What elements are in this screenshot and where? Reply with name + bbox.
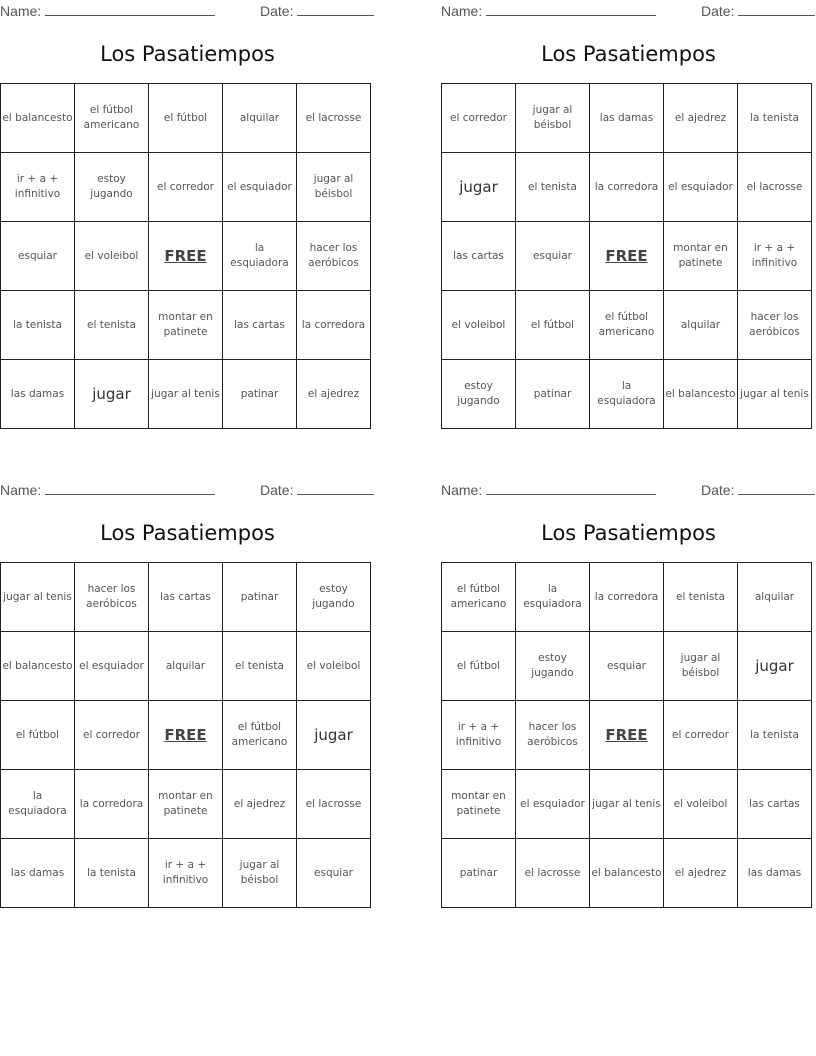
card-title: Los Pasatiempos [541, 521, 716, 545]
bingo-cell: alquilar [223, 84, 297, 153]
grid-row [1, 222, 371, 291]
bingo-cell: el lacrosse [738, 153, 812, 222]
bingo-cell: el tenista [223, 632, 297, 701]
date-field [260, 481, 374, 498]
bingo-cell: alquilar [664, 291, 738, 360]
bingo-cell: las damas [1, 839, 75, 908]
grid-row [442, 632, 812, 701]
date-field [701, 481, 815, 498]
bingo-grid [441, 562, 812, 908]
bingo-cell: el fútbol americano [75, 84, 149, 153]
bingo-cell: hacer los aeróbicos [516, 701, 590, 770]
grid-row [1, 839, 371, 908]
name-label: Name: [441, 3, 483, 19]
free-space-cell: FREE [149, 222, 223, 291]
name-blank [486, 2, 656, 16]
bingo-cell: la esquiadora [223, 222, 297, 291]
name-blank [45, 481, 215, 495]
bingo-cell: patinar [516, 360, 590, 429]
name-field [441, 2, 656, 19]
card-header [441, 2, 816, 20]
card-title: Los Pasatiempos [100, 521, 275, 545]
bingo-cell: ir + a + infinitivo [442, 701, 516, 770]
bingo-cell: las damas [590, 84, 664, 153]
bingo-cell: el balancesto [1, 84, 75, 153]
grid-row [1, 701, 371, 770]
bingo-cell: ir + a + infinitivo [1, 153, 75, 222]
bingo-cell: montar en patinete [149, 770, 223, 839]
bingo-cell: jugar [75, 360, 149, 429]
grid-row [1, 291, 371, 360]
bingo-cell: las damas [1, 360, 75, 429]
name-field [0, 2, 215, 19]
date-field [260, 2, 374, 19]
bingo-cell: la esquiadora [590, 360, 664, 429]
bingo-cell: el balancesto [664, 360, 738, 429]
bingo-cell: el corredor [75, 701, 149, 770]
card-title: Los Pasatiempos [541, 42, 716, 66]
bingo-cell: estoy jugando [75, 153, 149, 222]
bingo-cell: jugar al tenis [1, 563, 75, 632]
bingo-grid [0, 83, 371, 429]
bingo-cell: el tenista [516, 153, 590, 222]
bingo-cell: el fútbol [149, 84, 223, 153]
date-field [701, 2, 815, 19]
grid-row [442, 701, 812, 770]
bingo-cell: el corredor [442, 84, 516, 153]
bingo-cell: la tenista [75, 839, 149, 908]
bingo-cell: jugar al tenis [149, 360, 223, 429]
bingo-cell: ir + a + infinitivo [149, 839, 223, 908]
bingo-cell: la esquiadora [516, 563, 590, 632]
grid-row [442, 563, 812, 632]
bingo-cell: hacer los aeróbicos [738, 291, 812, 360]
bingo-card-1 [0, 0, 375, 434]
grid-row [442, 153, 812, 222]
bingo-grid [0, 562, 371, 908]
bingo-cell: la tenista [1, 291, 75, 360]
date-label: Date: [260, 482, 294, 498]
bingo-cell: montar en patinete [664, 222, 738, 291]
bingo-cell: patinar [223, 563, 297, 632]
date-label: Date: [701, 482, 735, 498]
bingo-cell: esquiar [590, 632, 664, 701]
name-field [441, 481, 656, 498]
date-label: Date: [701, 3, 735, 19]
bingo-cell: la corredora [590, 153, 664, 222]
bingo-cell: montar en patinete [442, 770, 516, 839]
grid-row [1, 632, 371, 701]
bingo-cell: las cartas [223, 291, 297, 360]
bingo-cell: hacer los aeróbicos [297, 222, 371, 291]
name-label: Name: [0, 482, 42, 498]
bingo-cell: el esquiador [223, 153, 297, 222]
bingo-card-2 [441, 0, 816, 434]
bingo-cell: el fútbol americano [590, 291, 664, 360]
bingo-cell: jugar [297, 701, 371, 770]
name-label: Name: [0, 3, 42, 19]
bingo-cell: el fútbol [1, 701, 75, 770]
bingo-cell: ir + a + infinitivo [738, 222, 812, 291]
bingo-cell: las cartas [738, 770, 812, 839]
bingo-cell: la corredora [75, 770, 149, 839]
bingo-cell: jugar al béisbol [223, 839, 297, 908]
bingo-cell: el ajedrez [664, 84, 738, 153]
bingo-card-3 [0, 479, 375, 913]
date-blank [738, 2, 815, 16]
bingo-cell: el lacrosse [516, 839, 590, 908]
bingo-cell: el tenista [664, 563, 738, 632]
grid-row [1, 770, 371, 839]
card-title: Los Pasatiempos [100, 42, 275, 66]
bingo-cell: la tenista [738, 701, 812, 770]
bingo-cell: el fútbol americano [442, 563, 516, 632]
grid-row [442, 770, 812, 839]
bingo-cell: estoy jugando [297, 563, 371, 632]
bingo-cell: el voleibol [75, 222, 149, 291]
bingo-cell: el voleibol [664, 770, 738, 839]
bingo-cell: estoy jugando [516, 632, 590, 701]
bingo-cell: el lacrosse [297, 770, 371, 839]
bingo-cell: alquilar [738, 563, 812, 632]
bingo-cell: el voleibol [297, 632, 371, 701]
bingo-cell: el lacrosse [297, 84, 371, 153]
bingo-cell: jugar [442, 153, 516, 222]
name-blank [486, 481, 656, 495]
free-space-cell: FREE [590, 701, 664, 770]
date-blank [297, 481, 374, 495]
card-header [0, 481, 375, 499]
bingo-cell: jugar al tenis [590, 770, 664, 839]
bingo-card-4 [441, 479, 816, 913]
bingo-cell: hacer los aeróbicos [75, 563, 149, 632]
name-label: Name: [441, 482, 483, 498]
grid-row [442, 291, 812, 360]
bingo-cell: el ajedrez [297, 360, 371, 429]
grid-row [1, 153, 371, 222]
bingo-cell: jugar [738, 632, 812, 701]
bingo-cell: jugar al tenis [738, 360, 812, 429]
bingo-cell: alquilar [149, 632, 223, 701]
bingo-cell: esquiar [297, 839, 371, 908]
date-label: Date: [260, 3, 294, 19]
bingo-cell: el balancesto [1, 632, 75, 701]
bingo-cell: el fútbol [442, 632, 516, 701]
date-blank [738, 481, 815, 495]
date-blank [297, 2, 374, 16]
bingo-cell: patinar [442, 839, 516, 908]
bingo-grid [441, 83, 812, 429]
bingo-cell: el fútbol [516, 291, 590, 360]
bingo-cell: las damas [738, 839, 812, 908]
free-space-cell: FREE [149, 701, 223, 770]
bingo-cell: el ajedrez [664, 839, 738, 908]
card-header [441, 481, 816, 499]
bingo-cell: el esquiador [516, 770, 590, 839]
bingo-cell: estoy jugando [442, 360, 516, 429]
grid-row [1, 360, 371, 429]
name-blank [45, 2, 215, 16]
bingo-cell: el balancesto [590, 839, 664, 908]
grid-row [442, 222, 812, 291]
bingo-cell: la esquiadora [1, 770, 75, 839]
free-space-cell: FREE [590, 222, 664, 291]
bingo-cell: el corredor [664, 701, 738, 770]
bingo-cell: las cartas [442, 222, 516, 291]
bingo-cell: las cartas [149, 563, 223, 632]
bingo-cell: el esquiador [664, 153, 738, 222]
bingo-cell: la corredora [590, 563, 664, 632]
grid-row [442, 839, 812, 908]
bingo-cell: el voleibol [442, 291, 516, 360]
name-field [0, 481, 215, 498]
card-header [0, 2, 375, 20]
bingo-cell: esquiar [1, 222, 75, 291]
bingo-cell: el tenista [75, 291, 149, 360]
grid-row [442, 360, 812, 429]
bingo-cell: jugar al béisbol [297, 153, 371, 222]
bingo-cell: la corredora [297, 291, 371, 360]
grid-row [1, 84, 371, 153]
bingo-cell: el ajedrez [223, 770, 297, 839]
bingo-cell: el esquiador [75, 632, 149, 701]
bingo-cell: jugar al béisbol [664, 632, 738, 701]
grid-row [442, 84, 812, 153]
bingo-cell: montar en patinete [149, 291, 223, 360]
bingo-cell: jugar al béisbol [516, 84, 590, 153]
bingo-cell: el fútbol americano [223, 701, 297, 770]
bingo-cell: patinar [223, 360, 297, 429]
bingo-cell: la tenista [738, 84, 812, 153]
grid-row [1, 563, 371, 632]
bingo-cell: el corredor [149, 153, 223, 222]
bingo-cell: esquiar [516, 222, 590, 291]
